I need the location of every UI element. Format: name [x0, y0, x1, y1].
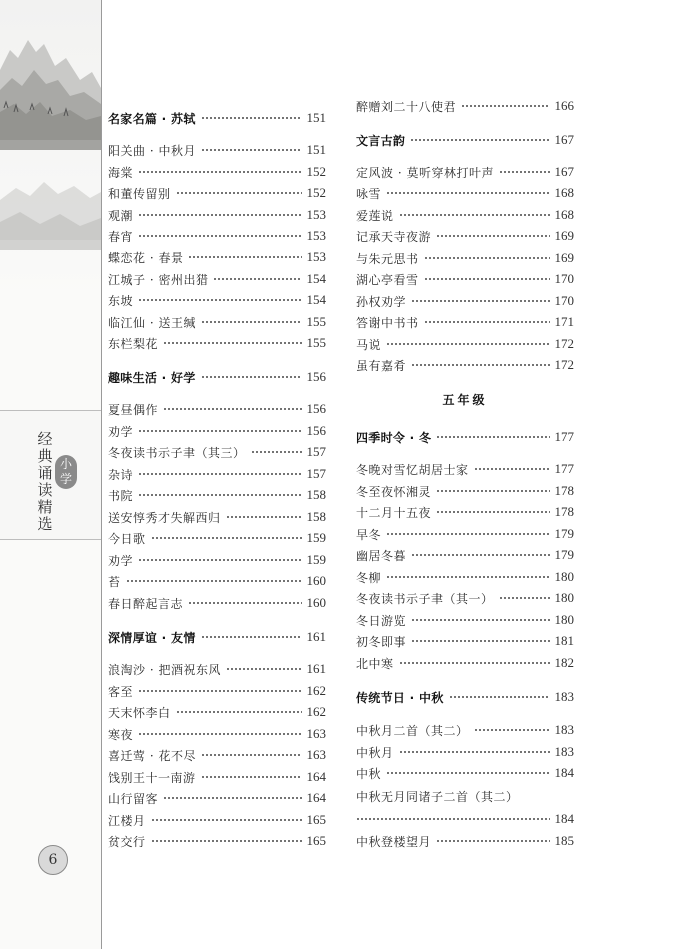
- toc-entry-page: 162: [306, 704, 326, 719]
- dot-leader: [386, 533, 549, 535]
- dot-leader: [163, 408, 301, 410]
- dot-leader: [386, 192, 549, 194]
- toc-entry-page: 169: [554, 250, 574, 265]
- dot-leader: [176, 711, 302, 713]
- toc-entry-title: 饯别王十一南游: [108, 770, 196, 785]
- toc-entry-page: 160: [306, 573, 326, 588]
- toc-section-heading[interactable]: [356, 688, 574, 706]
- dot-leader: [176, 192, 302, 194]
- dot-leader: [399, 214, 550, 216]
- toc-entry-page: 158: [306, 509, 326, 524]
- toc-entry[interactable]: [108, 725, 326, 743]
- toc-entry-page: 180: [554, 590, 574, 605]
- dot-leader: [188, 602, 301, 604]
- toc-entry-page: 167: [554, 132, 574, 147]
- toc-entry-title: 阳关曲 · 中秋月: [108, 143, 196, 158]
- toc-entry-page: 157: [306, 444, 326, 459]
- toc-entry-page: 169: [554, 228, 574, 243]
- dot-leader: [499, 171, 550, 173]
- toc-entry-page: 161: [306, 661, 326, 676]
- toc-entry-title: 深情厚谊 · 友情: [108, 630, 196, 645]
- toc-entry-title: 中秋登楼望月: [356, 834, 432, 849]
- toc-entry-page: 162: [306, 683, 326, 698]
- toc-entry-title: 传统节日 · 中秋: [356, 690, 444, 705]
- dot-leader: [201, 321, 302, 323]
- toc-entry-page: 154: [306, 271, 326, 286]
- toc-entry-page: 164: [306, 769, 326, 784]
- dot-leader: [424, 278, 550, 280]
- landscape-illustration: [0, 0, 101, 300]
- toc-entry-page: 165: [306, 833, 326, 848]
- dot-leader: [436, 511, 549, 513]
- toc-entry[interactable]: [108, 291, 326, 309]
- toc-entry[interactable]: [108, 551, 326, 569]
- dot-leader: [188, 256, 301, 258]
- toc-entry[interactable]: [356, 356, 574, 374]
- toc-entry-page: 170: [554, 293, 574, 308]
- toc-entry-title: 中秋: [356, 766, 382, 781]
- toc-entry-page: 180: [554, 612, 574, 627]
- dot-leader: [410, 139, 549, 141]
- toc-entry-title: 夏昼偶作: [108, 402, 159, 417]
- toc-entry-title: 喜迁莺 · 花不尽: [108, 748, 196, 763]
- toc-entry-page: 151: [306, 142, 326, 157]
- dot-leader: [436, 490, 549, 492]
- toc-entry-title: 送安惇秀才失解西归: [108, 510, 221, 525]
- toc-entry-page: 177: [554, 461, 574, 476]
- toc-entry-title: 山行留客: [108, 791, 159, 806]
- dot-leader: [138, 494, 301, 496]
- dot-leader: [226, 668, 302, 670]
- toc-entry-page: 182: [554, 655, 574, 670]
- toc-entry[interactable]: [108, 141, 326, 159]
- toc-entry[interactable]: [356, 832, 574, 850]
- toc-entry-title: 客至: [108, 684, 134, 699]
- side-tab-title: 经 典 诵 读 精 选: [37, 430, 53, 533]
- toc-entry[interactable]: [108, 206, 326, 224]
- toc-entry-title: 马说: [356, 337, 382, 352]
- toc-entry-title: 湖心亭看雪: [356, 272, 419, 287]
- toc-entry[interactable]: [356, 654, 574, 672]
- toc-entry-page: 153: [306, 249, 326, 264]
- dot-leader: [138, 473, 301, 475]
- dot-leader: [386, 576, 549, 578]
- toc-entry-title: 春宵: [108, 229, 134, 244]
- toc-entry-title: 北中寒: [356, 656, 394, 671]
- toc-entry-title: 文言古韵: [356, 133, 406, 148]
- toc-entry-title: 冬日游览: [356, 613, 407, 628]
- dot-leader: [411, 640, 549, 642]
- toc-entry-title: 早冬: [356, 527, 382, 542]
- dot-leader: [436, 235, 549, 237]
- toc-entry-page: 170: [554, 271, 574, 286]
- toc-entry[interactable]: [108, 529, 326, 547]
- toc-entry[interactable]: [356, 503, 574, 521]
- toc-entry-title: 名家名篇 · 苏轼: [108, 111, 196, 126]
- toc-entry[interactable]: [356, 184, 574, 202]
- dot-leader: [213, 278, 301, 280]
- toc-entry[interactable]: [356, 249, 574, 267]
- dot-leader: [201, 117, 302, 119]
- grade-heading: 五年级: [442, 393, 488, 407]
- toc-entry[interactable]: [356, 568, 574, 586]
- dot-leader: [386, 772, 549, 774]
- dot-leader: [399, 751, 550, 753]
- dot-leader: [226, 516, 302, 518]
- toc-entry-page: 155: [306, 335, 326, 350]
- toc-entry[interactable]: [356, 589, 574, 607]
- toc-entry[interactable]: [356, 206, 574, 224]
- toc-entry-page: 178: [554, 483, 574, 498]
- toc-entry-title: 江楼月: [108, 813, 146, 828]
- toc-entry-title: 贫交行: [108, 834, 146, 849]
- toc-entry-title: 趣味生活 · 好学: [108, 370, 196, 385]
- dot-leader: [151, 537, 302, 539]
- toc-entry[interactable]: [356, 611, 574, 629]
- dot-leader: [138, 690, 301, 692]
- toc-entry-page: 153: [306, 228, 326, 243]
- toc-entry-page: 184: [554, 811, 574, 826]
- toc-entry-page: 159: [306, 530, 326, 545]
- toc-entry[interactable]: [108, 313, 326, 331]
- toc-entry-page: 164: [306, 790, 326, 805]
- toc-entry-page: 155: [306, 314, 326, 329]
- dot-leader: [163, 342, 301, 344]
- toc-entry[interactable]: [356, 546, 574, 564]
- toc-entry-title: 爱莲说: [356, 208, 394, 223]
- toc-entry-page: 160: [306, 595, 326, 610]
- toc-entry[interactable]: [356, 743, 574, 761]
- dot-leader: [461, 105, 549, 107]
- dot-leader: [138, 171, 301, 173]
- dot-leader: [201, 149, 302, 151]
- toc-entry[interactable]: [108, 334, 326, 352]
- toc-entry[interactable]: [108, 486, 326, 504]
- toc-entry-page: 152: [306, 164, 326, 179]
- toc-entry-page: 183: [554, 689, 574, 704]
- toc-entry-title: 冬柳: [356, 570, 382, 585]
- dot-leader: [474, 729, 550, 731]
- toc-entry[interactable]: [108, 422, 326, 440]
- toc-entry-title: 今日歌: [108, 531, 146, 546]
- toc-entry[interactable]: [108, 789, 326, 807]
- dot-leader: [163, 797, 301, 799]
- toc-entry-title: 定风波 · 莫听穿林打叶声: [356, 165, 494, 180]
- dot-leader: [474, 468, 550, 470]
- toc-entry-title: 江城子 · 密州出猎: [108, 272, 209, 287]
- toc-entry-title: 春日醉起言志: [108, 596, 184, 611]
- page-number: 6: [38, 845, 68, 875]
- toc-entry-title: 书院: [108, 488, 134, 503]
- dot-leader: [151, 819, 302, 821]
- toc-entry-title: 虽有嘉肴: [356, 358, 407, 373]
- dot-leader: [201, 776, 302, 778]
- toc-entry[interactable]: [108, 400, 326, 418]
- toc-entry-page: 158: [306, 487, 326, 502]
- toc-entry[interactable]: [108, 443, 326, 461]
- dot-leader: [251, 451, 302, 453]
- side-tab: [0, 410, 101, 540]
- toc-entry-page: 154: [306, 292, 326, 307]
- toc-entry-title: 和董传留别: [108, 186, 171, 201]
- toc-entry[interactable]: [108, 703, 326, 721]
- toc-entry-title: 杂诗: [108, 467, 134, 482]
- dot-leader: [138, 559, 301, 561]
- page-margin: [0, 0, 102, 949]
- toc-entry[interactable]: [108, 572, 326, 590]
- toc-entry-title: 孙权劝学: [356, 294, 407, 309]
- dot-leader: [386, 343, 549, 345]
- toc-entry-title: 初冬即事: [356, 634, 407, 649]
- toc-section-heading[interactable]: [108, 368, 326, 386]
- toc-entry[interactable]: [356, 227, 574, 245]
- dot-leader: [356, 818, 550, 820]
- dot-leader: [436, 436, 549, 438]
- toc-entry-title: 冬晚对雪忆胡居士家: [356, 462, 469, 477]
- toc-entry-page: 167: [554, 164, 574, 179]
- toc-section-heading[interactable]: [108, 109, 326, 127]
- dot-leader: [126, 580, 302, 582]
- toc-entry[interactable]: [356, 270, 574, 288]
- toc-entry-page: 183: [554, 744, 574, 759]
- toc-entry[interactable]: [108, 682, 326, 700]
- toc-entry-page: 151: [306, 110, 326, 125]
- dot-leader: [411, 554, 549, 556]
- toc-entry-page: 171: [554, 314, 574, 329]
- toc-entry[interactable]: [108, 227, 326, 245]
- toc-entry-page: 179: [554, 526, 574, 541]
- toc-section-heading[interactable]: [108, 628, 326, 646]
- toc-entry-continuation[interactable]: [356, 810, 574, 828]
- toc-entry-page: 156: [306, 401, 326, 416]
- dot-leader: [151, 840, 302, 842]
- toc-entry[interactable]: [356, 525, 574, 543]
- dot-leader: [411, 300, 549, 302]
- toc-entry-page: 163: [306, 747, 326, 762]
- toc-entry[interactable]: [108, 811, 326, 829]
- toc-entry-title: 海棠: [108, 165, 134, 180]
- dot-leader: [399, 662, 550, 664]
- toc-entry[interactable]: [108, 248, 326, 266]
- toc-entry-title: 中秋月二首（其二）: [356, 723, 469, 738]
- toc-entry-page: 161: [306, 629, 326, 644]
- toc-entry-title: 观潮: [108, 208, 134, 223]
- toc-entry-title: 劝学: [108, 553, 134, 568]
- toc-entry-title: 劝学: [108, 424, 134, 439]
- toc-entry-title: 答谢中书书: [356, 315, 419, 330]
- toc-entry-page: 157: [306, 466, 326, 481]
- toc-entry-page: 177: [554, 429, 574, 444]
- toc-entry-title: 记承天寺夜游: [356, 229, 432, 244]
- toc-entry-title: 四季时令 · 冬: [356, 430, 432, 445]
- toc-section-heading[interactable]: [356, 428, 574, 446]
- toc-entry-title: 十二月十五夜: [356, 505, 432, 520]
- toc-entry-page: 152: [306, 185, 326, 200]
- toc-entry-title: 醉赠刘二十八使君: [356, 99, 457, 114]
- dot-leader: [436, 840, 549, 842]
- toc-entry[interactable]: [108, 768, 326, 786]
- toc-entry-page: 181: [554, 633, 574, 648]
- dot-leader: [411, 619, 549, 621]
- dot-leader: [138, 733, 301, 735]
- toc-entry[interactable]: [108, 163, 326, 181]
- toc-entry-title: 与朱元思书: [356, 251, 419, 266]
- toc-entry[interactable]: [108, 270, 326, 288]
- toc-entry[interactable]: [108, 465, 326, 483]
- dot-leader: [201, 376, 302, 378]
- toc-entry[interactable]: [108, 832, 326, 850]
- toc-entry-title: 蝶恋花 · 春景: [108, 250, 184, 265]
- toc-entry-title: 东栏梨花: [108, 336, 159, 351]
- toc-entry[interactable]: [356, 292, 574, 310]
- toc-entry-page: 163: [306, 726, 326, 741]
- toc-entry-page: 179: [554, 547, 574, 562]
- toc-entry-title: 临江仙 · 送王缄: [108, 315, 196, 330]
- toc-entry-page: 172: [554, 336, 574, 351]
- toc-entry-page: 156: [306, 423, 326, 438]
- toc-entry-title: 冬至夜怀湘灵: [356, 484, 432, 499]
- toc-entry-title: 冬夜读书示子聿（其三）: [108, 445, 246, 460]
- toc-entry-page: 166: [554, 98, 574, 113]
- toc-entry[interactable]: [356, 764, 574, 782]
- toc-entry-page: 172: [554, 357, 574, 372]
- toc-entry[interactable]: [108, 746, 326, 764]
- toc-entry[interactable]: [356, 460, 574, 478]
- toc-entry[interactable]: [356, 787, 574, 805]
- toc-entry-title: 冬夜读书示子聿（其一）: [356, 591, 494, 606]
- toc-entry-page: 178: [554, 504, 574, 519]
- toc-entry-page: 159: [306, 552, 326, 567]
- side-tab-badge: 小 学: [55, 455, 77, 489]
- dot-leader: [411, 364, 549, 366]
- toc-entry[interactable]: [356, 482, 574, 500]
- toc-entry-title: 天末怀李白: [108, 705, 171, 720]
- toc-entry[interactable]: [356, 721, 574, 739]
- toc-entry-title: 寒夜: [108, 727, 134, 742]
- dot-leader: [201, 754, 302, 756]
- toc-entry-page: 185: [554, 833, 574, 848]
- toc-entry-title: 苔: [108, 574, 121, 589]
- toc-entry[interactable]: [356, 632, 574, 650]
- toc-entry[interactable]: [356, 163, 574, 181]
- toc-entry-title: 咏雪: [356, 186, 382, 201]
- toc-entry-title: 幽居冬暮: [356, 548, 407, 563]
- dot-leader: [138, 235, 301, 237]
- toc-entry-page: 156: [306, 369, 326, 384]
- dot-leader: [138, 430, 301, 432]
- toc-entry[interactable]: [108, 660, 326, 678]
- toc-section-heading[interactable]: [356, 131, 574, 149]
- dot-leader: [201, 636, 302, 638]
- toc-entry-page: 184: [554, 765, 574, 780]
- toc-entry-title: 东坡: [108, 293, 134, 308]
- toc-entry-page: 168: [554, 185, 574, 200]
- dot-leader: [138, 214, 301, 216]
- toc-entry-title: 中秋无月同诸子二首（其二）: [356, 789, 519, 804]
- toc-entry-page: 165: [306, 812, 326, 827]
- toc-entry-page: 153: [306, 207, 326, 222]
- dot-leader: [499, 597, 550, 599]
- toc-entry-title: 中秋月: [356, 745, 394, 760]
- toc-entry-page: 180: [554, 569, 574, 584]
- toc-entry[interactable]: [356, 313, 574, 331]
- toc-entry[interactable]: [108, 594, 326, 612]
- toc-entry[interactable]: [356, 335, 574, 353]
- dot-leader: [449, 696, 550, 698]
- dot-leader: [424, 257, 550, 259]
- toc-entry[interactable]: [108, 508, 326, 526]
- toc-entry[interactable]: [356, 97, 574, 115]
- toc-entry-page: 168: [554, 207, 574, 222]
- toc-entry-page: 183: [554, 722, 574, 737]
- dot-leader: [424, 321, 550, 323]
- toc-entry-title: 浪淘沙 · 把酒祝东风: [108, 662, 221, 677]
- dot-leader: [138, 299, 301, 301]
- toc-entry[interactable]: [108, 184, 326, 202]
